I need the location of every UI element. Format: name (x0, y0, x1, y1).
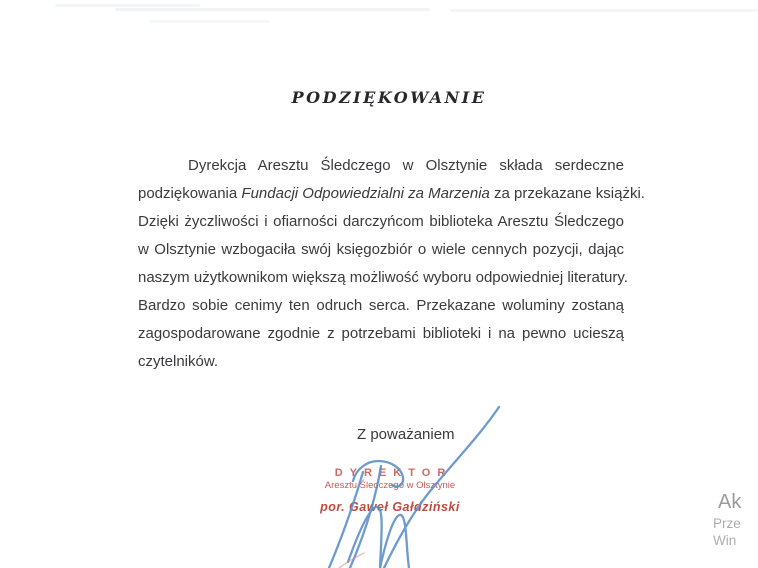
watermark-line1: Ak (718, 491, 742, 513)
letter-title: PODZIĘKOWANIE (291, 88, 487, 107)
watermark-line3: Win (713, 533, 737, 548)
windows-activation-watermark (713, 490, 758, 549)
body-line: naszym użytkownikom większą możliwość wyboru odpowiedniej literatury. (138, 269, 628, 286)
body-line: Bardzo sobie cenimy ten odruch serca. Przekazane woluminy zostaną (138, 297, 624, 314)
stamp-role-title: DYREKTOR (334, 467, 453, 479)
body-text: za przekazane książki. (489, 185, 645, 202)
body-line: Dzięki życzliwości i ofiarności darczyńcom biblioteka Aresztu Śledczego (138, 213, 624, 230)
scan-streak (115, 8, 430, 11)
body-line: czytelników. (138, 353, 219, 370)
stamp-institution: Aresztu Śledczego w Olsztynie (324, 480, 456, 491)
scan-streak (150, 20, 270, 23)
director-stamp (306, 467, 474, 514)
closing-salutation: Z poważaniem (357, 426, 455, 443)
body-line: Dyrekcja Aresztu Śledczego w Olsztynie składa serdeczne (188, 157, 624, 174)
body-line: zagospodarowane zgodnie z potrzebami biblioteki i na pewno ucieszą (138, 325, 624, 342)
body-line (138, 180, 645, 208)
stamp-signer-name: por. Gaweł Gałdziński (320, 500, 460, 514)
scan-streak (450, 9, 758, 12)
scan-streak (55, 4, 200, 7)
watermark-line2: Prze (713, 516, 741, 531)
letter-body (138, 152, 645, 376)
foundation-name-italic: Fundacji Odpowiedzialni za Marzenia (241, 185, 490, 202)
body-line: w Olsztynie wzbogaciła swój księgozbiór o wiele cennych pozycji, dając (138, 241, 624, 258)
body-text: podziękowania (138, 185, 242, 202)
